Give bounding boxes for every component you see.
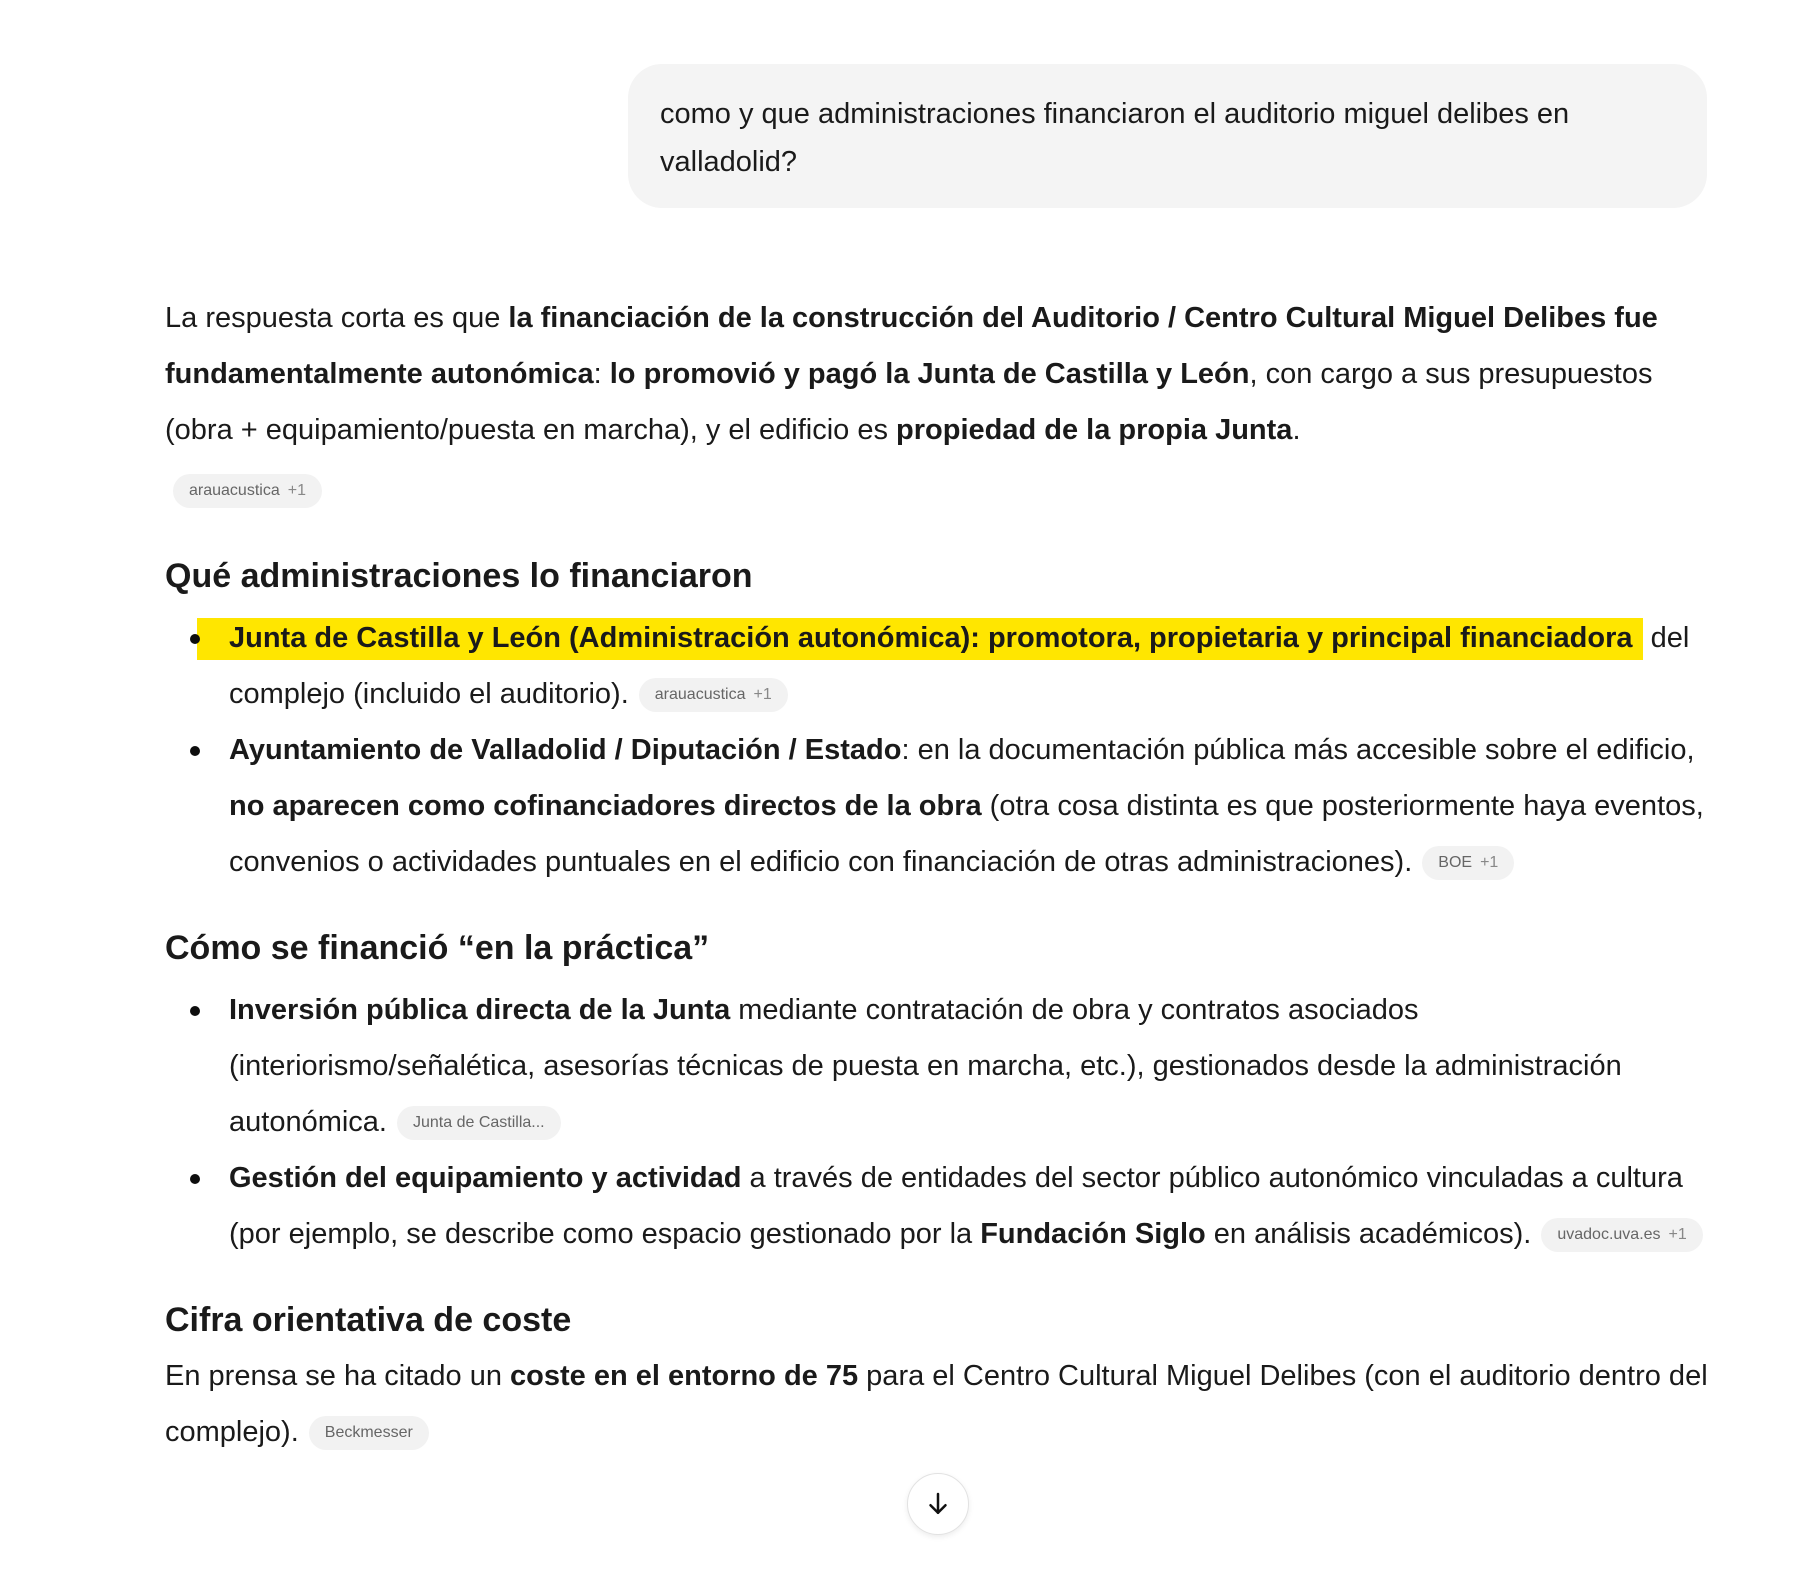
user-message-text: como y que administraciones financiaron el auditorio miguel delibes en valladolid? (660, 98, 1570, 178)
citation-chip[interactable] (173, 474, 322, 508)
citation-more-count: +1 (287, 482, 306, 500)
scroll-to-bottom-button[interactable] (907, 1473, 969, 1535)
intro-paragraph (165, 290, 1710, 458)
bold-text: Ayuntamiento de Valladolid / Diputación / Estado (229, 734, 902, 766)
cost-paragraph (165, 1348, 1710, 1460)
bold-text: Gestión del equipamiento y actividad (229, 1162, 742, 1194)
text-segment: en análisis académicos). (1205, 1218, 1532, 1250)
text-segment: (otra cosa distinta es que posteriormente haya eventos, convenios o actividades puntuales en el edificio con financiación de otras administraciones). (229, 790, 1704, 878)
bold-text: propiedad de la propia Junta (896, 414, 1293, 446)
text-segment: : en la documentación pública más accesible sobre el edificio, (901, 734, 1695, 766)
bold-text: coste en el entorno de 75 (510, 1360, 859, 1392)
citation-source: arauacustica (654, 686, 746, 704)
list-item (229, 982, 1710, 1150)
text-segment: En prensa se ha citado un (165, 1360, 511, 1392)
citation-source: BOE (1438, 854, 1473, 872)
text-segment: mediante contratación de obra y contratos asociados (interiorismo/señalética, asesorías técnicas de puesta en marcha, etc.), gestionados desde la administración autonómica. (229, 994, 1622, 1138)
practice-list (165, 982, 1710, 1262)
section-heading-administrations: Qué administraciones lo financiaron (165, 557, 753, 595)
citation-source: Beckmesser (324, 1424, 413, 1442)
citation-more-count: +1 (753, 686, 772, 704)
text-segment: La respuesta corta es que (165, 302, 509, 334)
bold-text: lo promovió y pagó la Junta de Castilla y León (609, 358, 1250, 390)
citation-more-count: +1 (1668, 1226, 1687, 1244)
section-heading-cost: Cifra orientativa de coste (165, 1301, 572, 1339)
bold-text: la financiación de la construcción del Auditorio / Centro Cultural Miguel Delibes fue fundamentalmente autonómica (165, 302, 1658, 390)
citation-chip[interactable] (1541, 1218, 1702, 1252)
citation-source: Junta de Castilla... (413, 1114, 545, 1132)
text-segment: : (593, 358, 610, 390)
citation-chip[interactable] (639, 678, 788, 712)
assistant-answer (165, 290, 1710, 1460)
text-segment: , con cargo a sus presupuestos (obra + equipamiento/puesta en marcha), y el edificio es (165, 358, 1653, 446)
text-segment: del complejo (incluido el auditorio). (229, 622, 1690, 710)
user-message-bubble (628, 64, 1707, 208)
list-item (229, 610, 1710, 722)
bold-text: Fundación Siglo (980, 1218, 1206, 1250)
citation-chip[interactable] (1422, 846, 1514, 880)
administrations-list (165, 610, 1710, 890)
list-item (229, 1150, 1710, 1262)
bold-text: no aparecen como cofinanciadores directos de la obra (229, 790, 982, 822)
citation-source: uvadoc.uva.es (1557, 1226, 1661, 1244)
highlighted-text: Junta de Castilla y León (Administración autonómica): promotora, propietaria y principal financiadora (197, 618, 1643, 660)
citation-source: arauacustica (189, 482, 280, 500)
text-segment: . (1292, 414, 1301, 446)
text-segment: a través de entidades del sector público autonómico vinculadas a cultura (por ejemplo, se describe como espacio gestionado por la (229, 1162, 1683, 1250)
citation-chip[interactable] (397, 1106, 561, 1140)
section-heading-practice: Cómo se financió “en la práctica” (165, 929, 710, 967)
citation-more-count: +1 (1480, 854, 1499, 872)
bold-text: Inversión pública directa de la Junta (229, 994, 731, 1026)
intro-citation-line (173, 462, 1710, 518)
arrow-down-icon (923, 1489, 953, 1519)
list-item (229, 722, 1710, 890)
text-segment: para el Centro Cultural Miguel Delibes (con el auditorio dentro del complejo). (165, 1360, 1708, 1448)
citation-chip[interactable] (309, 1416, 429, 1450)
